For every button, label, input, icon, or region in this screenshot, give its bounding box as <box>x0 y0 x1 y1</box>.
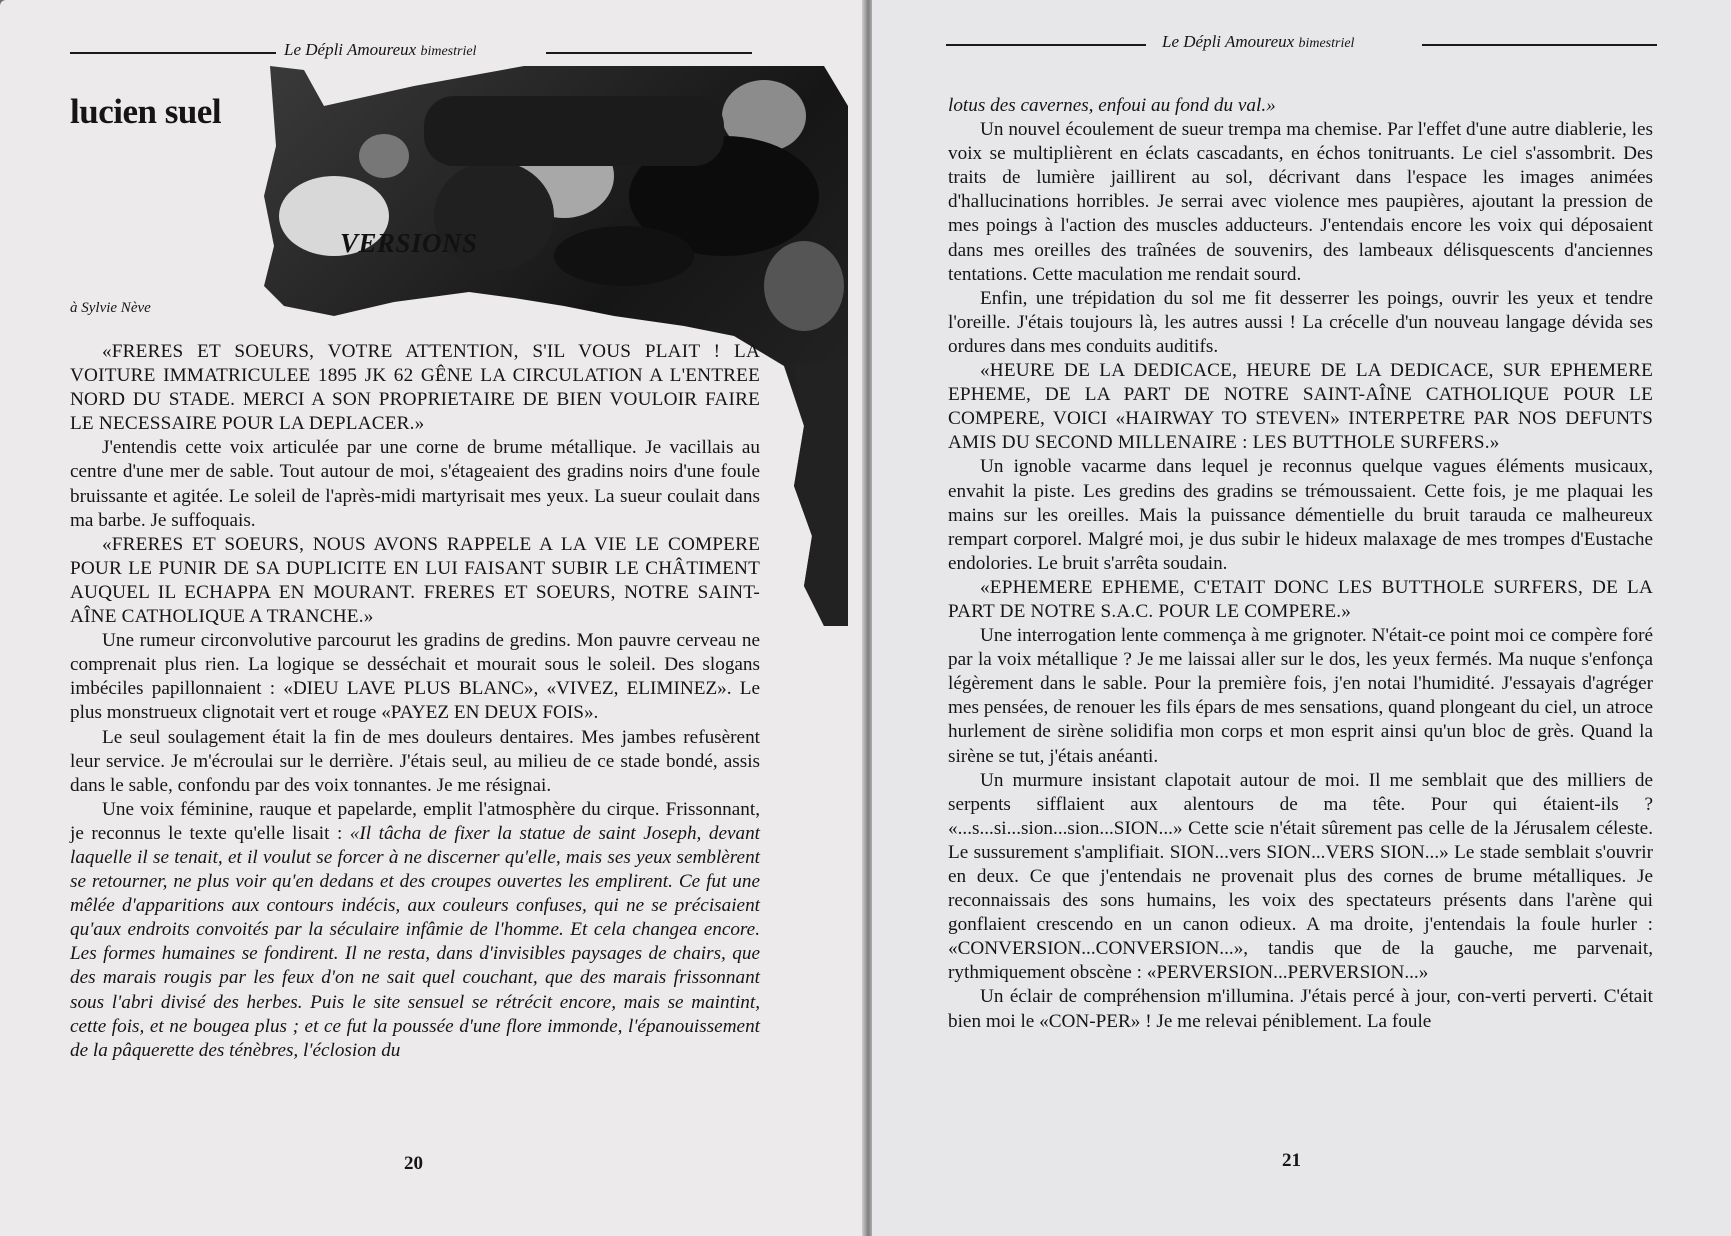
running-header-suffix: bimestriel <box>420 44 477 59</box>
dedication: à Sylvie Nève <box>70 300 151 316</box>
paragraph: Un éclair de compréhension m'illumina. J'étais percé à jour, con-verti perverti. C'était bien moi le «CON-PER» ! Je me relevai péniblement. La foule <box>948 986 1653 1032</box>
paragraph: J'entendis cette voix articulée par une corne de brume métallique. Je vacillais au centre d'une mer de sable. Tout autour de moi, s'étageaient des gradins noirs d'une foule bruissante et agitée. Le soleil de l'après-midi martyrisait mes yeux. La sueur coulait dans ma barbe. Je suffoquais. <box>70 437 760 531</box>
right-page <box>872 0 1731 1236</box>
page-number: 21 <box>1282 1150 1301 1171</box>
paragraph: «FRERES ET SOEURS, VOTRE ATTENTION, S'IL VOUS PLAIT ! LA VOITURE IMMATRICULEE 1895 JK 62 GÊNE LA CIRCULATION A L'ENTREE NORD DU STADE. MERCI A SON PROPRIETAIRE DE BIEN VOULOIR FAIRE LE NECESSAIRE POUR LA DEPLACER.» <box>70 341 760 435</box>
paragraph: Enfin, une trépidation du sol me fit desserrer les poings, ouvrir les yeux et tendre l'oreille. J'étais toujours là, les autres aussi ! La crécelle d'un nouveau langage dévida ses ordures dans mes conduits auditifs. <box>948 287 1653 357</box>
author-name: lucien suel <box>70 92 222 131</box>
paragraph <box>70 798 760 1063</box>
running-header <box>284 40 476 60</box>
continued-quote: lotus des cavernes, enfoui au fond du val.» <box>948 95 1276 116</box>
running-header-title: Le Dépli Amoureux <box>284 40 417 59</box>
page-number: 20 <box>404 1153 423 1174</box>
running-header-title: Le Dépli Amoureux <box>1162 32 1295 51</box>
header-rule-right <box>546 52 752 54</box>
paragraph: Une interrogation lente commença à me grignoter. N'était-ce point moi ce compère foré par la voix métallique ? Je me laissai aller sur le dos, les yeux fermés. Ma nuque s'enfonça légèrement dans le sable. Pour la première fois, j'en notai l'humidité. J'essayais d'agréger mes pensées, de renouer les fils épars de mes sensations, quand plongeant du ciel, un atroce hurlement de sirène solidifia mon corps et mon esprit ainsi qu'un bloc de grès. Quand la sirène se tut, j'étais anéanti. <box>948 625 1653 767</box>
paragraph: Un ignoble vacarme dans lequel je reconnus quelque vagues éléments musicaux, envahit la piste. Les gredins des gradins se trémoussaient. Cette fois, je me plaquai les mains sur les oreilles. Mais la puissance démentielle du bruit tarauda ce malheureux rempart corporel. Malgré moi, je dus subir le hideux malaxage de mes trompes d'Eustache endolories. Le bruit s'arrêta soudain. <box>948 456 1653 574</box>
right-column <box>948 94 1653 1034</box>
running-header <box>1162 32 1354 52</box>
story-title: VERSIONS <box>340 228 478 258</box>
header-rule-left <box>946 44 1146 46</box>
paragraph: Un nouvel écoulement de sueur trempa ma chemise. Par l'effet d'une autre diablerie, les voix se multiplièrent en éclats cascadants, en échos tonitruants. Le ciel s'assombrit. Des traits de lumière jaillirent au sol, décrivant dans l'espace les images animées d'hallucinations horribles. Je serrai avec violence mes paupières, ajoutant la pression de mes poings à l'action des muscles adducteurs. J'entendais encore les voix qui déposaient dans mes oreilles des traînées de souvenirs, des lambeaux délisquescents d'anciennes tentations. Cette maculation me rendait sourd. <box>948 119 1653 285</box>
header-rule-right <box>1422 44 1657 46</box>
paragraph-intro: Une voix féminine, rauque et papelarde, emplit l'atmosphère du cirque. Frissonnant, je reconnus le texte qu'elle lisait : <box>70 798 760 844</box>
paragraph: «EPHEMERE EPHEME, C'ETAIT DONC LES BUTTHOLE SURFERS, DE LA PART DE NOTRE S.A.C. POUR LE COMPERE.» <box>948 576 1653 622</box>
quoted-passage: «Il tâcha de fixer la statue de saint Joseph, devant laquelle il se tenait, et il voulut se forcer à ne discerner qu'elle, mais ses yeux semblèrent se retourner, ne plus voir qu'en dedans et des croupes ouvertes les emplirent. Ce fut une mêlée d'apparitions aux contours indécis, aux couleurs confuses, qui ne se précisaient qu'aux endroits convoités par la séculaire infâmie de l'homme. Et cela changea encore. Les formes humaines se fondirent. Il ne resta, dans d'invisibles paysages de chairs, que des marais rougis par les feux d'on ne sait quel couchant, que des marais frissonnant sous l'abri divisé des herbes. Puis le site sensuel se rétrécit encore, mais se maintint, cette fois, et ne bougea plus ; et ce fut la poussée d'une flore immonde, l'épanouissement de la pâquerette des ténèbres, l'éclosion du <box>70 822 760 1061</box>
running-header-suffix: bimestriel <box>1298 36 1355 51</box>
left-column-wrapped <box>70 340 760 1063</box>
paragraph: Une rumeur circonvolutive parcourut les gradins de gredins. Mon pauvre cerveau ne comprenait plus rien. La logique se desséchait et mourait sous le soleil. Des slogans imbéciles papillonnaient : «DIEU LAVE PLUS BLANC», «VIVEZ, ELIMINEZ». Le plus monstrueux clignotait vert et rouge «PAYEZ EN DEUX FOIS». <box>70 630 760 724</box>
paragraph: Un murmure insistant clapotait autour de moi. Il me semblait que des milliers de serpents sifflaient aux alentours de ma tête. Pour qui étaient-ils ? «...s...si...sion...sion...SION...» Cette scie n'était sûrement pas celle de la Jérusalem céleste. Le sussurement s'amplifiait. SION...vers SION...VERS SION...» Le stade semblait s'ouvrir en deux. Ce que j'entendais ne provenait plus des cornes de brume métalliques. Je reconnaissais des sons humains, les voix des spectateurs présents dans l'arène qui gonflaient crescendo en un canon odieux. A ma droite, j'entendais la foule hurler : «CONVERSION...CONVERSION...», tandis que de la gauche, me parvenait, rythmiquement obscène : «PERVERSION...PERVERSION...» <box>948 769 1653 984</box>
paragraph: «HEURE DE LA DEDICACE, HEURE DE LA DEDICACE, SUR EPHEMERE EPHEME, DE LA PART DE NOTRE SAINT-AÎNE CATHOLIQUE POUR LE COMPERE, VOICI «HAIRWAY TO STEVEN» INTERPETRE PAR NOS DEFUNTS AMIS DU SECOND MILLENAIRE : LES BUTTHOLE SURFERS.» <box>948 360 1653 454</box>
header-rule-left <box>70 52 276 54</box>
paragraph: «FRERES ET SOEURS, NOUS AVONS RAPPELE A LA VIE LE COMPERE POUR LE PUNIR DE SA DUPLICITE EN LUI FAISANT SUBIR LE CHÂTIMENT AUQUEL IL ECHAPPA EN MOURANT. FRERES ET SOEURS, NOTRE SAINT-AÎNE CATHOLIQUE A TRANCHE.» <box>70 533 760 628</box>
paragraph: Le seul soulagement était la fin de mes douleurs dentaires. Mes jambes refusèrent leur service. Je m'écroulai sur le derrière. J'étais seul, au milieu de ce stade bondé, assis dans le sable, confondu par des voix tonnantes. Je me résignai. <box>70 726 760 796</box>
